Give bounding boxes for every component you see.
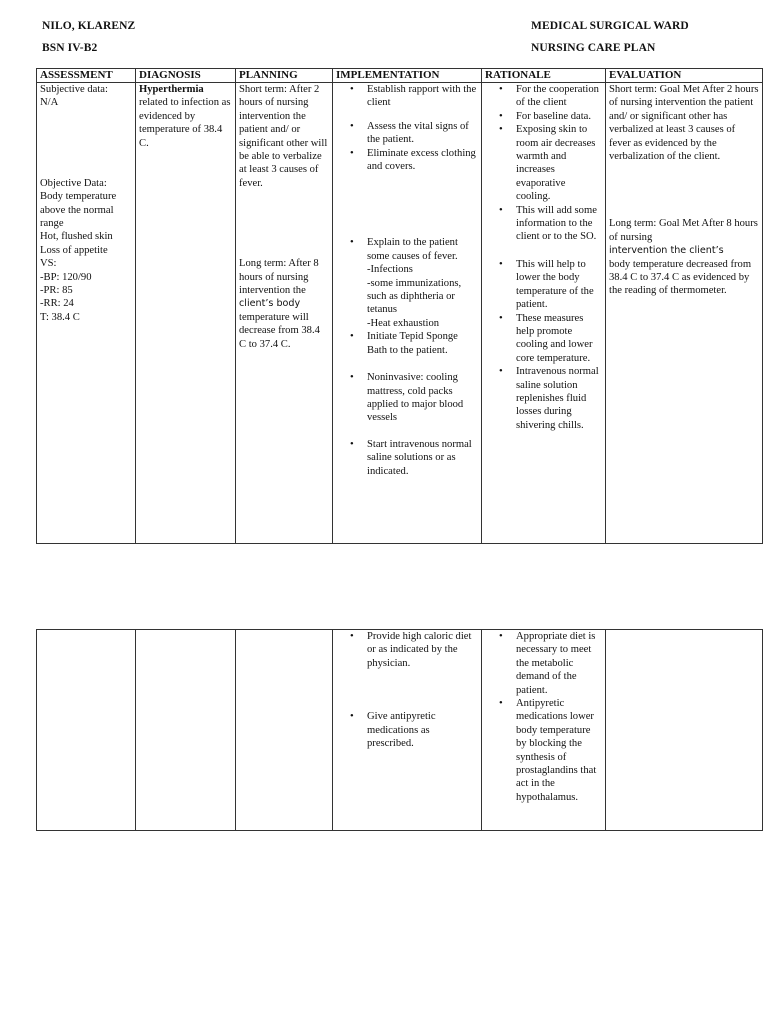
care-plan-continuation-table [36,629,763,831]
table-row [37,630,763,831]
subjective-value: N/A [40,97,59,109]
list-item: • Exposing skin to room air decreases warmth and increases evaporative cooling. [485,123,602,203]
evaluation-long-term: Long term: Goal Met After 8 hours of nursing [609,218,758,243]
objective-item: -BP: 120/90 [40,271,92,283]
subjective-label: Subjective data: [40,84,108,95]
assessment-cell [37,630,136,831]
list-item: • Intravenous normal saline solution replenishes fluid losses during shivering chills. [485,365,602,432]
implementation-cell [333,630,482,831]
document-title: NURSING CARE PLAN [531,42,656,54]
column-header-rationale: RATIONALE [482,69,606,83]
student-section: BSN IV-B2 [42,42,98,54]
evaluation-short-term: Short term: Goal Met After 2 hours of nursing intervention the patient and/ or significant other has verbalized at least 3 causes of fever as evidenced by the verbalization of the client. [609,84,759,163]
diagnosis-text: related to infection as evidenced by temperature of 38.4 C. [139,97,231,149]
rationale-cell [482,83,606,544]
list-item: • This will help to lower the body temperature of the patient. [485,258,602,312]
planning-short-term: Short term: After 2 hours of nursing intervention the patient and/ or significant other will be able to verbalize at least 3 causes of fever. [239,84,328,189]
planning-long-term-end: temperature will decrease from 38.4 C to 37.4 C. [239,311,320,350]
list-item: • Establish rapport with the client [336,83,478,110]
objective-item: Hot, flushed skin [40,231,113,243]
implementation-cell [333,83,482,544]
list-item: • Give antipyretic medications as prescribed. [336,710,478,750]
evaluation-long-term-end: body temperature decreased from 38.4 C to 37.4 C as evidenced by the reading of thermometer. [609,258,752,297]
list-item: • Eliminate excess clothing and covers. [336,147,478,174]
objective-label: Objective Data: [40,177,107,189]
table-header-row [37,69,763,83]
evaluation-cell [606,83,763,544]
evaluation-long-term-emphasis: intervention the client’s [609,245,724,257]
student-name: NILO, KLARENZ [42,20,136,32]
diagnosis-cell [136,630,236,831]
list-item: • For the cooperation of the client [485,83,602,110]
objective-item: Loss of appetite [40,244,108,256]
list-item: • Noninvasive: cooling mattress, cold packs applied to major blood vessels [336,371,478,425]
care-plan-table [36,68,763,544]
column-header-diagnosis: DIAGNOSIS [136,69,236,83]
objective-item: T: 38.4 C [40,311,80,323]
list-item: • This will add some information to the client or to the SO. [485,204,602,244]
table-row [37,83,763,544]
ward-name: MEDICAL SURGICAL WARD [531,20,689,32]
column-header-planning: PLANNING [236,69,333,83]
diagnosis-cell [136,83,236,544]
assessment-cell [37,83,136,544]
list-item: • Assess the vital signs of the patient. [336,120,478,147]
list-item: • These measures help promote cooling and lower core temperature. [485,312,602,366]
planning-long-term: Long term: After 8 hours of nursing intervention the [239,258,319,297]
planning-cell [236,83,333,544]
explain-subitem: -some immunizations, such as diphtheria or tetanus [367,277,462,316]
list-item: • For baseline data. [485,110,602,123]
rationale-cell [482,630,606,831]
column-header-implementation: IMPLEMENTATION [333,69,482,83]
list-item: • Initiate Tepid Sponge Bath to the patient. [336,330,478,357]
list-item: • Appropriate diet is necessary to meet the metabolic demand of the patient. [485,630,602,697]
explain-subitem: -Infections [367,264,413,276]
column-header-assessment: ASSESSMENT [37,69,136,83]
explain-subitem: -Heat exhaustion [367,317,440,329]
objective-item: Body temperature above the normal range [40,191,117,230]
list-item: • Start intravenous normal saline solutions or as indicated. [336,438,478,478]
objective-item: -RR: 24 [40,298,74,310]
list-item: • Antipyretic medications lower body temperature by blocking the synthesis of prostaglandins that act in the hypothalamus. [485,697,602,804]
column-header-evaluation: EVALUATION [606,69,763,83]
objective-item: -PR: 85 [40,285,73,297]
list-item [336,236,478,330]
planning-long-term-emphasis: client’s body [239,298,301,310]
diagnosis-title: Hyperthermia [139,84,204,95]
evaluation-cell [606,630,763,831]
explain-text: • Explain to the patient some causes of fever. [367,237,458,262]
planning-cell [236,630,333,831]
list-item: • Provide high caloric diet or as indicated by the physician. [336,630,478,670]
objective-item: VS: [40,258,57,270]
